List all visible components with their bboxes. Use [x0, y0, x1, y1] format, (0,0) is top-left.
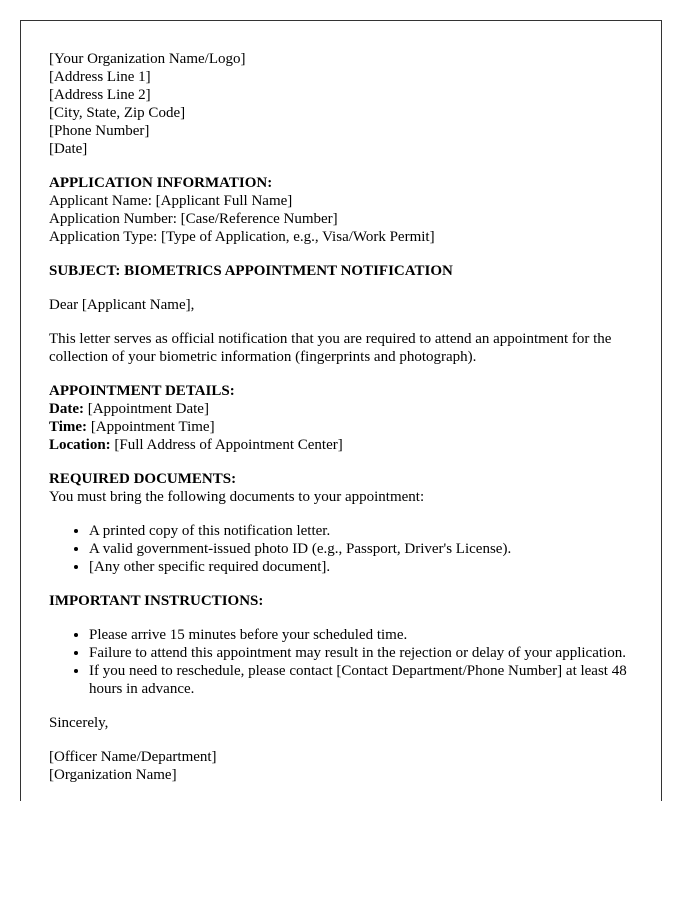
- application-heading: APPLICATION INFORMATION:: [49, 175, 273, 191]
- list-item: • A valid government-issued photo ID (e.g., Passport, Driver's License).: [89, 540, 661, 558]
- application-type: Application Type: [Type of Application, e.g., Visa/Work Permit]: [49, 229, 435, 245]
- letter-page: [20, 20, 662, 801]
- list-item: • If you need to reschedule, please contact [Contact Department/Phone Number] at least 48 hours in advance.: [89, 662, 629, 698]
- date-label: Date:: [49, 401, 84, 417]
- instructions-list: [49, 626, 629, 698]
- documents-heading: REQUIRED DOCUMENTS:: [49, 471, 237, 487]
- closing: Sincerely,: [49, 715, 109, 731]
- appointment-date: [49, 400, 661, 418]
- documents-intro: You must bring the following documents to your appointment:: [49, 489, 425, 505]
- application-info: [49, 174, 661, 246]
- org-name: [Your Organization Name/Logo]: [49, 51, 246, 67]
- time-label: Time:: [49, 419, 88, 435]
- appointment-details: [49, 382, 661, 454]
- signature-block: [49, 748, 661, 784]
- address-line-1: [Address Line 1]: [49, 69, 151, 85]
- sender-block: [49, 50, 661, 158]
- officer-name: [Officer Name/Department]: [49, 749, 217, 765]
- instructions-heading: IMPORTANT INSTRUCTIONS:: [49, 593, 264, 609]
- address-line-2: [Address Line 2]: [49, 87, 151, 103]
- list-item: • Failure to attend this appointment may result in the rejection or delay of your application.: [89, 644, 629, 662]
- subject-line: SUBJECT: BIOMETRICS APPOINTMENT NOTIFICATION: [49, 263, 453, 279]
- greeting: Dear [Applicant Name],: [49, 297, 195, 313]
- location-label: Location:: [49, 437, 111, 453]
- documents-list: [49, 522, 661, 576]
- list-item: • A printed copy of this notification letter.: [89, 522, 661, 540]
- list-item: • [Any other specific required document].: [89, 558, 661, 576]
- intro-paragraph: This letter serves as official notification that you are required to attend an appointment for the collection of your biometric information (fingerprints and photograph).: [49, 331, 612, 365]
- location-value: [Full Address of Appointment Center]: [110, 437, 343, 453]
- application-number: Application Number: [Case/Reference Number]: [49, 211, 338, 227]
- documents-section: [49, 470, 661, 506]
- appointment-location: [49, 436, 661, 454]
- appointment-heading: APPOINTMENT DETAILS:: [49, 383, 235, 399]
- appointment-time: [49, 418, 661, 436]
- city-state-zip: [City, State, Zip Code]: [49, 105, 186, 121]
- phone-number: [Phone Number]: [49, 123, 150, 139]
- applicant-name: Applicant Name: [Applicant Full Name]: [49, 193, 293, 209]
- time-value: [Appointment Time]: [87, 419, 215, 435]
- organization-name: [Organization Name]: [49, 767, 177, 783]
- date: [Date]: [49, 141, 88, 157]
- list-item: • Please arrive 15 minutes before your scheduled time.: [89, 626, 629, 644]
- date-value: [Appointment Date]: [83, 401, 209, 417]
